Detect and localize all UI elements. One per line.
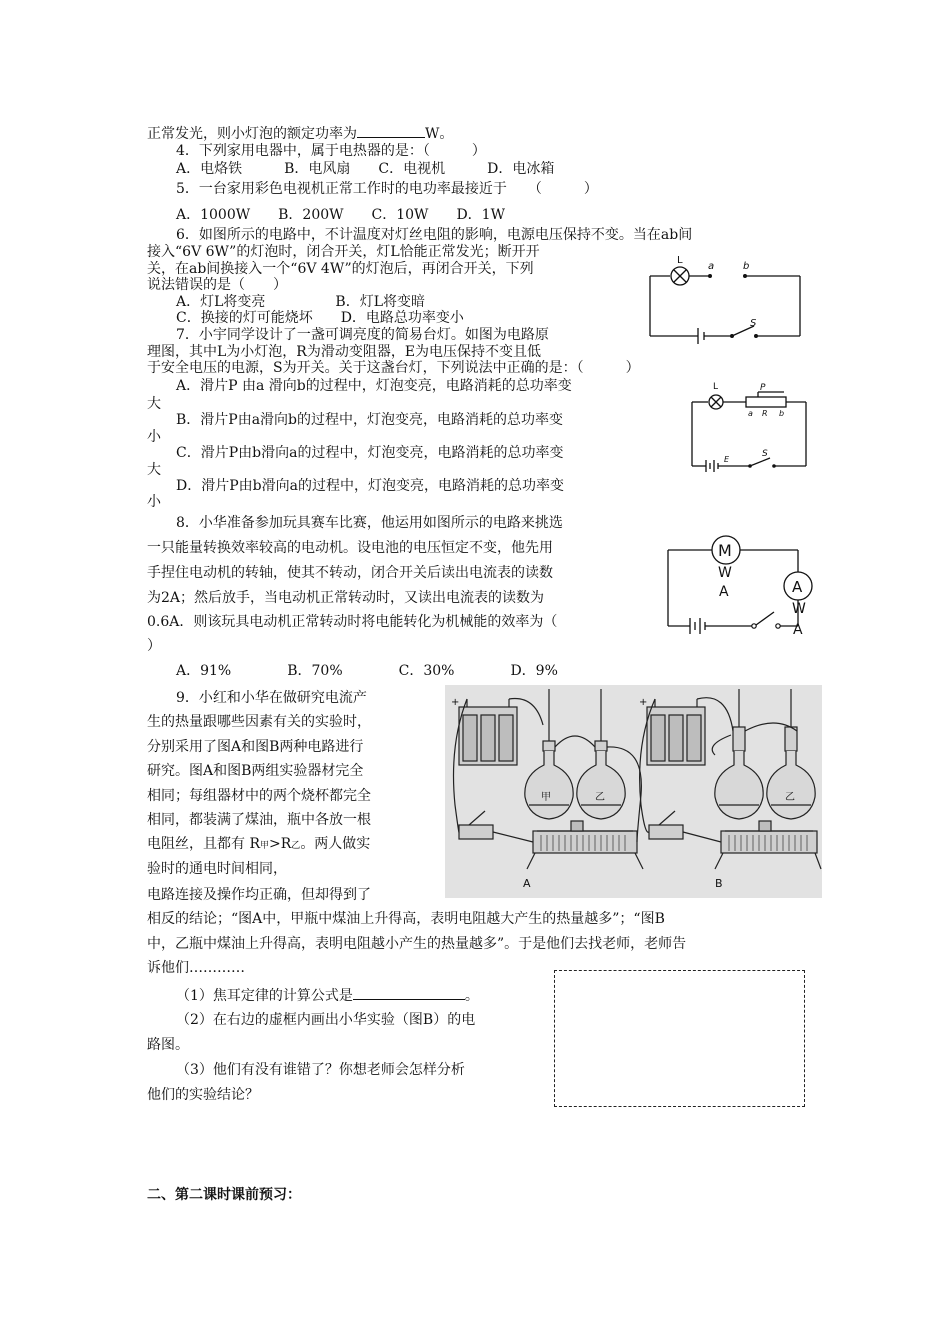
q9-line-7-pre: 电阻丝，且都有 R [147, 836, 260, 852]
q9-fig-jia-a: 甲 [541, 792, 551, 803]
q8-line-3: 手捏住电动机的转轴，使其不转动，闭合开关后读出电流表的读数 [147, 565, 553, 581]
q6-circuit-diagram [640, 252, 810, 348]
q8-line-6: ） [147, 638, 161, 654]
q3-text: 正常发光，则小灯泡的额定功率为 [147, 126, 357, 142]
q9-line-4: 研究。图A和图B两组实验器材完全 [147, 763, 364, 779]
q8-ammeter-sub: W [792, 601, 806, 617]
q4-options: A．电烙铁 B．电风扇 C．电视机 D．电冰箱 [176, 161, 555, 177]
q6-label-l: L [677, 255, 683, 266]
q9-line-7-post: 。两人做实 [300, 836, 371, 852]
q9-line-9: 电路连接及操作均正确，但却得到了 [147, 887, 371, 903]
q9-fig-plus-b: + [639, 697, 648, 708]
q7-option-d-tail: 小 [147, 494, 161, 510]
q6-line-1: 6．如图所示的电路中，不计温度对灯丝电阻的影响，电源电压保持不变。当在ab间 [176, 227, 693, 243]
q7-option-a: A．滑片P 由a 滑向b的过程中，灯泡变亮，电路消耗的总功率变 [176, 378, 572, 394]
q9-fig-label-a: A [523, 877, 531, 890]
q9-experiment-figure [445, 685, 822, 898]
q7-label-r: R [762, 409, 768, 418]
subscript-yi: 乙 [291, 841, 301, 851]
q9-subq-1-text: （1）焦耳定律的计算公式是 [176, 988, 353, 1004]
q5-stem: 5．一台家用彩色电视机正常工作时的电功率最接近于 （ ） [176, 181, 598, 197]
circuit-answer-box[interactable] [554, 970, 805, 1107]
q8-line-2: 一只能量转换效率较高的电动机。设电池的电压恒定不变，他先用 [147, 540, 553, 556]
q9-fig-yi-a: 乙 [595, 792, 605, 803]
q8-ammeter-sub2: A [793, 622, 803, 638]
q9-line-6: 相同，都装满了煤油，瓶中各放一根 [147, 812, 371, 828]
q7-label-s: S [762, 449, 768, 459]
q7-circuit-diagram [684, 378, 814, 474]
section-2-heading: 二、第二课时课前预习： [147, 1187, 301, 1203]
q7-option-c: C．滑片P由b滑向a的过程中，灯泡变亮，电路消耗的总功率变 [176, 445, 564, 461]
q9-fig-label-b: B [715, 877, 723, 890]
q7-label-p: P [760, 383, 766, 393]
q7-line-2: 理图，其中L为小灯泡，R为滑动变阻器，E为电压保持不变且低 [147, 344, 542, 360]
q6-label-b: b [743, 261, 750, 272]
q9-fig-plus-a: + [451, 697, 460, 708]
q8-motor-sub: W [718, 565, 732, 581]
q9-subq-3b: 他们的实验结论？ [147, 1087, 259, 1103]
q8-line-4: 为2A；然后放手，当电动机正常转动时，又读出电流表的读数为 [147, 590, 545, 606]
q9-line-3: 分别采用了图A和图B两种电路进行 [147, 739, 364, 755]
q8-motor-sub2: A [719, 584, 729, 600]
answer-blank [357, 123, 425, 138]
q9-line-11: 中，乙瓶中煤油上升得高，表明电阻越小产生的热量越多”。于是他们去找老师，老师告 [147, 936, 687, 952]
q9-line-7-mid: >R [269, 836, 292, 852]
q7-line-3: 于安全电压的电源，S为开关。关于这盏台灯，下列说法中正确的是：（ ） [147, 360, 640, 376]
q6-options-cd: C．换接的灯可能烧坏 D．电路总功率变小 [176, 310, 464, 326]
q9-subq-2a: （2）在右边的虚框内画出小华实验（图B）的电 [176, 1012, 476, 1028]
q6-line-2: 接入“6V 6W”的灯泡时，闭合开关，灯L恰能正常发光；断开开 [147, 244, 540, 260]
q9-line-12: 诉他们………… [147, 960, 245, 976]
q7-option-a-tail: 大 [147, 396, 161, 412]
q9-fig-yi-b: 乙 [785, 792, 795, 803]
q7-label-e: E [724, 455, 730, 464]
q9-subq-1-end: 。 [464, 988, 479, 1004]
subscript-jia: 甲 [260, 841, 270, 851]
q6-label-a: a [708, 261, 715, 272]
q8-circuit-diagram [660, 530, 820, 640]
q9-subq-1 [176, 985, 479, 1005]
q7-label-a: a [748, 409, 753, 418]
q9-line-1: 9．小红和小华在做研究电流产 [176, 690, 367, 706]
q6-options-ab: A．灯L将变亮 B．灯L将变暗 [176, 294, 425, 310]
q9-subq-3a: （3）他们有没有谁错了？你想老师会怎样分析 [176, 1062, 465, 1078]
q7-line-1: 7．小宇同学设计了一盏可调亮度的简易台灯。如图为电路原 [176, 327, 549, 343]
q8-options: A．91% B．70% C．30% D．9% [176, 663, 558, 679]
q6-label-s: S [750, 318, 757, 329]
q6-line-3: 关，在ab间换接入一个“6V 4W”的灯泡后，再闭合开关，下列 [147, 261, 534, 277]
q9-line-7 [147, 835, 370, 855]
q7-label-l: L [713, 382, 719, 392]
q4-stem: 4．下列家用电器中，属于电热器的是：（ ） [176, 143, 486, 159]
q7-option-d: D．滑片P由b滑向a的过程中，灯泡变亮，电路消耗的总功率变 [176, 478, 564, 494]
q7-option-b-tail: 小 [147, 429, 161, 445]
q8-motor-symbol: M [718, 541, 732, 560]
q3-tail [147, 123, 453, 143]
q9-line-2: 生的热量跟哪些因素有关的实验时， [147, 714, 371, 730]
answer-blank [353, 985, 465, 1000]
q5-options: A．1000W B．200W C．10W D．1W [176, 207, 505, 223]
q6-line-4: 说法错误的是（ ） [147, 277, 287, 293]
q8-line-1: 8．小华准备参加玩具赛车比赛，他运用如图所示的电路来挑选 [176, 515, 563, 531]
q8-ammeter-symbol: A [792, 578, 803, 596]
q7-option-b: B．滑片P由a滑向b的过程中，灯泡变亮，电路消耗的总功率变 [176, 412, 564, 428]
q9-line-10: 相反的结论；“图A中，甲瓶中煤油上升得高，表明电阻越大产生的热量越多”；“图B [147, 911, 665, 927]
q8-line-5: 0.6A．则该玩具电动机正常转动时将电能转化为机械能的效率为（ [147, 614, 558, 630]
q9-line-8: 验时的通电时间相同， [147, 861, 287, 877]
q9-subq-2b: 路图。 [147, 1037, 189, 1053]
q3-unit: W。 [425, 126, 454, 142]
q7-label-b: b [779, 409, 785, 418]
q9-line-5: 相同；每组器材中的两个烧杯都完全 [147, 788, 371, 804]
q7-option-c-tail: 大 [147, 462, 161, 478]
